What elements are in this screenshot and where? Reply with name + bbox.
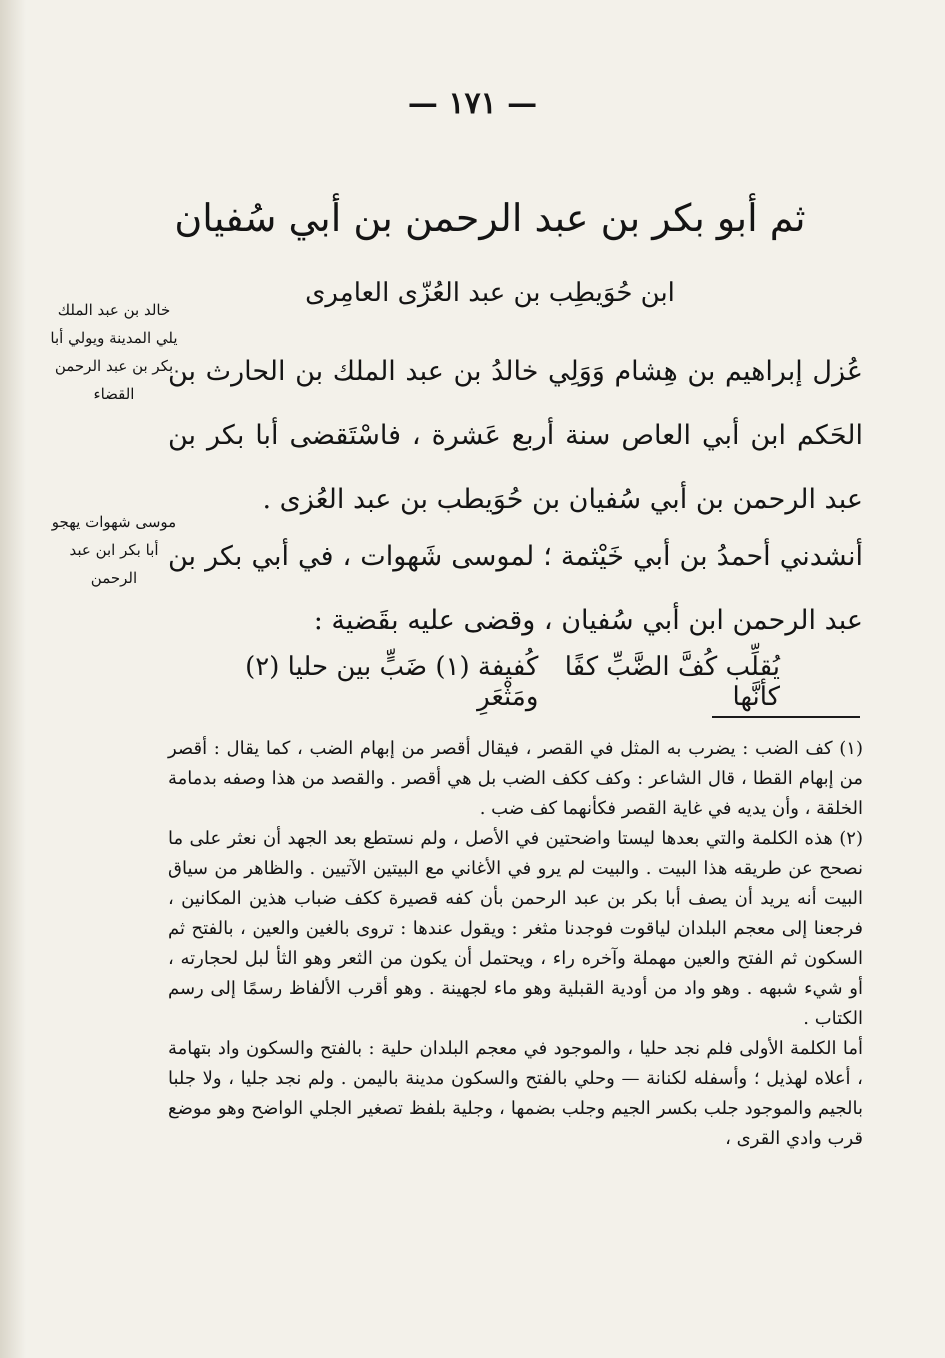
margin-note-2: موسى شهوات يهجو أبا بكر ابن عبد الرحمن — [51, 513, 177, 587]
page-edge-shadow — [0, 0, 26, 1358]
main-text — [168, 340, 863, 532]
verse-hemistich-1: يُقلِّب كُفَّ الضَّبِّ كفًا كأنَّها — [564, 652, 780, 712]
footnote-1: (١) كف الضب : يضرب به المثل في القصر ، فيقال أقصر من إبهام الضب ، كما يقال : أقصر من إبهام القطا ، قال الشاعر : وكف ككف الضب بل هي أقصر . والقصد من هذا وصفه بدمامة الخلقة ، وأن يديه في غاية القصر فكأنهما كف ضب . — [168, 738, 863, 819]
footnote-2-continued: أما الكلمة الأولى فلم نجد حليا ، والموجود في معجم البلدان حلية : بالفتح والسكون واد بتهامة ، أعلاه لهذيل ؛ وأسفله لكنانة — وحلي بالفتح والسكون مدينة باليمن . ولم نجد جليا ، ولا جلبا بالجيم والموجود جلب بكسر الجيم وجلب بضمها ، وجلية بلفظ تصغير الجلي الواضح وهو موضع قرب وادي القرى ، — [168, 1038, 863, 1149]
footnote-2: (٢) هذه الكلمة والتي بعدها ليستا واضحتين في الأصل ، ولم نستطع بعد الجهد أن نعثر على ما نصحح عن طريقه هذا البيت . والبيت لم يرو في الأغاني مع البيتين الآتيين . والظاهر من سياق البيت أنه يريد أن يصف أبا بكر بن عبد الرحمن بأن كفه قصيرة ككف ضباب هذين المكانين ، فرجعنا إلى معجم البلدان لياقوت فوجدنا مثغر : ويقول عندها : تروى بالغين والعين ، بالفتح ثم السكون ثم الفتح والعين مهملة وآخره راء ، ويحتمل أن يكون من الثعر وهو الثأ لبل لحجارته ، أو شيء شبهه . وهو واد من أودية القبلية وهو ماء لجهينة . وهو أقرب الألفاظ رسمًا إلى رسم الكتاب . — [168, 828, 863, 1029]
paragraph-2: أنشدني أحمدُ بن أبي خَيْثمة ؛ لموسى شَهوات ، في أبي بكر بن عبد الرحمن ابن أبي سُفيان ، وقضى عليه بقَضية : — [168, 541, 863, 636]
heading-line-2: ابن حُوَيطِب بن عبد العُزّى العامِرى — [305, 278, 675, 308]
footnotes — [168, 734, 863, 1154]
paragraph-1: عُزل إبراهيم بن هِشام وَوَلِي خالدُ بن عبد الملك بن الحارث بن الحَكم ابن أبي العاص سنة أربع عَشرة ، فاسْتَقضى أبا بكر بن عبد الرحمن بن أبي سُفيان بن حُوَيطب بن عبد العُزى . — [168, 356, 863, 515]
verse-hemistich-2: كُفيفة (١) ضَبٍّ بين حليا (٢) ومَثْعَرِ — [245, 652, 539, 712]
poem-verse — [215, 652, 780, 712]
margin-note-1: خالد بن عبد الملك يلي المدينة ويولي أبا بكر بن عبد الرحمن القضاء — [50, 301, 178, 403]
footnote-divider — [712, 716, 860, 718]
heading-line-1: ثم أبو بكر بن عبد الرحمن بن أبي سُفيان — [174, 196, 806, 240]
page-number: — ١٧١ — — [407, 86, 538, 121]
main-text-2 — [168, 525, 863, 653]
